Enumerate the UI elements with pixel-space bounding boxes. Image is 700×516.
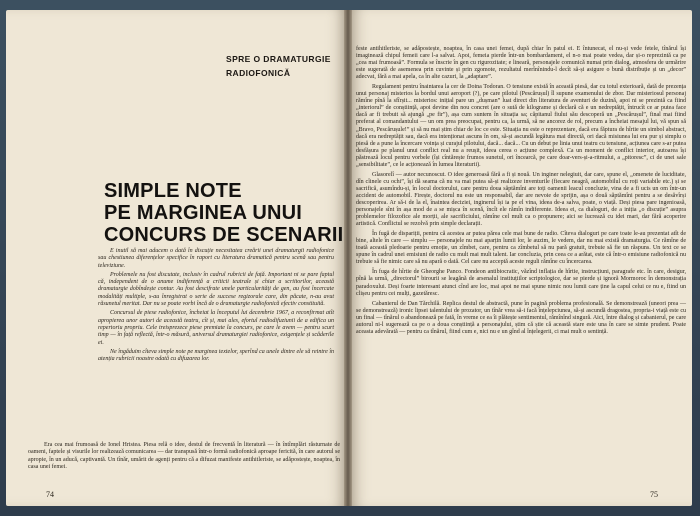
body-paragraph: feste antihitleriste, se adăpostește, noaptea, în casa unei femei, după chiar în patul ei. E întunecat, el nu-și vede fetele, tînărul își imaginează chipul femeii care l-a salvat. Apoi, femeia pierde într-un bombardament, el n-o mai poate vedea, dar și-o reprezintă ca pe „cea mai frumoasă”. Formula se înscrie în gen cu rigurozitate; e lineară, personajele comunică numai prin dialog, atmosfera de urmărire este sugerată de asemenea prin cuvinte și prin zgomote, rezultatul merînînindu-l decît să-și asigure o bună distribuție și un „decor” adecvat, fără a mai apela, ca în alte cazuri, la „adaptare”. <box>356 46 686 81</box>
page-number-right: 75 <box>650 490 658 499</box>
body-paragraph: În fugă de dispariții, pentru că acestea ar putea părea cele mai bune de radio. Cîteva dialoguri pe care toate le-au prezentat atît de bine, altele în care — simplu — personajele nu mai aparțin lumii lor, le auzim, le vedem, dar nu mai există dramaturgia. Ce rămîne de toată această pledoarie pentru emoție, un zîmbet, care, pentru ca zîmbetul să nu pară gratuit, trebuie să fie un răspuns. Un text ce se spune în cadrul unei emisiuni de radio cu mult mai mult talent. Iar concluzia, prin ceea ce a arătat, este că într-o emisiune radiofonică nu trebuie să fie nimic care să nu apară o dată. Cel care nu acceptă aceste reguli rămîne cu încercarea. <box>356 231 686 266</box>
rubric-line-1: SPRE O DRAMATURGIE <box>226 54 331 64</box>
rubric-line-2: RADIOFONICĂ <box>226 68 291 78</box>
left-page <box>6 10 348 506</box>
title-line-2: PE MARGINEA UNUI <box>104 202 303 224</box>
body-paragraph: Era cea mai frumoasă de Ionel Hristea. Piesa relă o idee, destul de frecventă în literatură — în întîmplări răsturnate de oameni, faptele și visurile lor realizează comunicarea — dar transpusă într-o formă radiofonică aproape fericită, în care autorul se apropie, în un aducă, captivantă. Un tînăr, umărit de agenți pentru că a difuzat manifeste antihitleriste, se adăpostește, noaptea, în casa unei femei. <box>28 442 340 470</box>
intro-paragraph: Ne îngăduim cîteva simple note pe marginea textelor, sperînd ca unele dintre ele să reintre în atenția rubricii noastre odată cu difuzarea lor. <box>98 348 334 363</box>
right-page <box>348 10 692 506</box>
intro-paragraph: Concursul de piese radiofonice, încheiat la începutul lui decembrie 1967, a reconfirmat atît apropierea unor autori de această teatru, cît și, mai ales, efortul radiodifuziunii de a edifica un repertoriu propriu. Cele treisprezece piese premiate la concurs, pe care le avem — pentru scurt timp — în față reflectă, într-o măsură, universul dramaturgiei radiofonice, exigențele și scăderile ei. <box>98 310 334 346</box>
article-title <box>104 180 344 246</box>
body-paragraph: Regulament pentru înaintarea la cer de Doina Todoran. O tensiune există în această piesă, dar cu totul exterioară, dată de prezența unui personaj misterios la bordul unui aeroport (?), pe care pilotul (Pescărușul) îl supune examenului de zbor. Dar misteriosul personaj rămîne pînă la sfîrșit... misterios: inițial pare un „dușman” luat direct din literatura de aventuri de duzină, apoi ni se prezintă ca fiind „interiorul” de conștiință, apoi devine din nou concret (are o sută de kilograme și declară că e un nedreptățit, întrucît ce ar putea face dacă ar fi trebuit să ajungă „pe fir”), așa cum suntem în situația sa; căpitanul fiului său descoperă un „Pescărușul”, final mai fiind preferat al comandantului — un om prea preocupat, pentru ca, la urmă, să ne ancorez de rol, precum a încheiat mesajul lui, vă spun să „Bravo, Pescărușule!” și să nu mai știm chiar de loc ce este. Situația nu este o reprezentare, dacă era făptura de hîrtie un simbol abstract, dacă era nedreptățit sau, dacă era intenționat ascuns în om, să-și ascundă legătura mai directă, ori dacă misiunea lui era pur și simplu o piesă de a pune la încercare voința și curajul pilotului, dacă... dacă... Cu un debut pe linia unui teatru cu tensiune, acțiunea care s-ar putea desfășura pe planul unui conflict real nu a reușit, ideea cerea o acțiune complexă. Ca un moment de conflict interior, autoarea își păstrează locul pentru vorbele (își cîntărește frumos sunetul, ori încearcă, pe care doar-vers-și-a-ritmului, a „pitoresc”, ci de unei sale „sensibilitate”, ce le acționează în lumea literaturii). <box>356 84 686 168</box>
body-text-left <box>28 442 340 471</box>
body-paragraph: În fuga de hîrtie de Gheorghe Panco. Fondeon antibiocratic, văzînd inflația de hîrtie, instrucțiuni, paragrafe etc. în care, desigur, pînă la urmă, „directorul” birourii se leagănă de arsenalul instituțiilor scriptologice, dar se pierde și ignoră Mormoroc în demonstrația paradoxului. Deși foarte interesant atunci cînd are loc, mai apoi ne mai spune nimic nou lumii care ține la capul celui ce nu e, fiind un clișeu pentru cei mulți, gazetăresc. <box>356 269 686 297</box>
body-paragraph: Glasorelî — autor necunoscut. O idee generoasă fără a fi și nouă. Un inginer nelegiuit, dar care, spune el, „omenete de luciditate, dîn cîinele cu ochi”, își dă seama că nu va mai putea să-și realizeze inventurile (fiecare neagră, automobilul cu roți variabile etc.) și se sacrifică, asumîndu-și, în locul doctorului, care pentru doua săptămîni are toți oamenii leacul concluzie, vina de a fi ucis un om într-un accident de automobil. Firește, doctorul nu este un responsabil, dar are nevoie de sprijin, așa o două săptămîni pentru a se desăvîrși descoperirea. Ar să-i de la el, înaintea deciziei, inginerul își ia pe el vina, ideea de-a salva, poate, o viață. Deși piesa pare ingenioasă, personajele sînt în așa mod de a se mișca în scenă, încît ele rămîn indiferente. Ideea ei, ca dialoguri, de a iniția „o discuție” asupra problemelor filozofice ale morții, ale sacrificiului, rămîne cel mult ca o propunere; aici se lucrează cu idei mari, dar fără acoperire artistică. Conflictul se rezolvă prin simple declarații. <box>356 171 686 228</box>
intro-paragraph: E inutil să mai aducem o dată în discuție necesitatea creării unei dramaturgii radiofonice sau chestiunea diferențelor specifice în raport cu literatura dramatică pentru scenă sau pentru televiziune. <box>98 248 334 269</box>
intro-paragraph: Problemele nu fost discutate, inclusiv în cadrul rubricii de față. Important ni se pare faptul că, independent de o anume indiferență a criticii teatrale și chiar a scriitorilor, această dramaturgie dobîndește contur. Au fost descifrate unele particularități de gen, au fost încercate modalități multiple, s-au înregistrat o serie de succese regizorale care, din păcate, n-au avut răsunetul meritat. Dar nu se poate vorbi încă de o dramaturgie radiofonică efectiv constituită. <box>98 271 334 308</box>
body-text-right <box>356 46 686 339</box>
intro-column <box>98 248 334 365</box>
title-line-3: CONCURS DE SCENARII <box>104 224 344 246</box>
title-line-1: SIMPLE NOTE <box>104 180 242 202</box>
body-paragraph: Cabanierul de Dan Tărchilă. Replica destul de abstractă, pune în pagină problema profesională. Se demonstrează (uneori prea — se demonstrează) ironic lipsei talentului de prozator, un tînăr vrea să-i facă înțelepciunea, să-și ascundă dragostea, propria-i viață este cu un final — tînărul o abandonează pe fată, în vreme ce ea îi plătește sentimentul, rămînînd singură. Aici, între dialog și cabanierul, pe care autorul ni-l sugerează ca pe o a doua conștiință a personajului, știm că știe că această stare este una în care se simte prudent. Poate aceasta adevărată — pentru ca tînărul, fiind cum e, nici nu e un gînd al înțelegerii, ci mai mult o sentință. <box>356 300 686 335</box>
page-number-left: 74 <box>46 490 54 499</box>
book-spine-gutter <box>344 10 352 506</box>
section-rubric <box>226 52 336 80</box>
